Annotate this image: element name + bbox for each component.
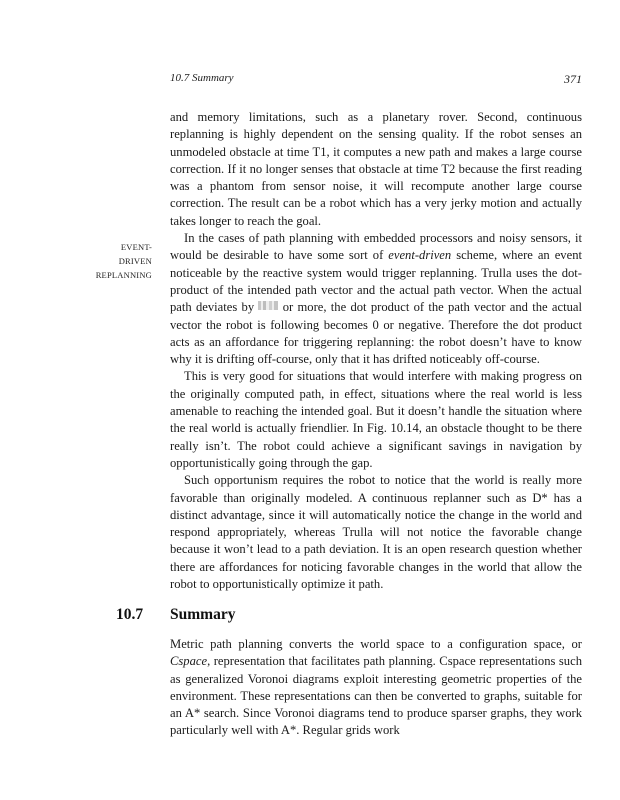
paragraph-1: and memory limitations, such as a planetary rover. Second, continuous replanning is highly dependent on the sensing quality. If the robot senses an unmodeled obstacle at time T1, it computes a new path and makes a large course correction. If it no longer senses that obstacle at time T2 because the first reading was a phantom from sensor noise, it will recompute another large course correction. The result can be a robot which has a very jerky motion and actually takes longer to reach the goal.	[170, 110, 582, 228]
body-text-block-2	[170, 636, 582, 740]
paragraph-2	[170, 230, 582, 368]
section-number: 10.7	[116, 606, 144, 623]
page-number: 371	[564, 72, 582, 86]
paragraph-4: Such opportunism requires the robot to notice that the world is really more favorable than originally modeled. A continuous replanner such as D* has a distinct advantage, since it will automatically notice the change in the world and respond appropriately, whereas Trulla will not notice the favorable change because it won’t lead to a path deviation. It is an open research question whether there are affordances for noticing favorable changes in the world that allow the robot to opportunistically optimize it path.	[170, 473, 582, 592]
margin-note-event-driven-replanning	[88, 240, 152, 282]
cspace-term: Cspace	[170, 654, 208, 669]
missing-glyph-image	[258, 301, 278, 310]
paragraph-3: This is very good for situations that would interfere with making progress on the originally computed path, in effect, situations where the real world is less amenable to reaching the intended goal. But it doesn’t handle the situation where the real world is actually friendlier. In Fig. 10.14, an obstacle thought to be there really isn’t. The robot could achieve a significant savings in navigation by opportunistically going through the gap.	[170, 369, 582, 470]
summary-paragraph-1	[170, 636, 582, 740]
section-title: Summary	[170, 606, 236, 623]
running-head	[170, 72, 582, 86]
margin-note-line-1: EVENT-DRIVEN	[118, 242, 152, 266]
summary-text-a: Metric path planning converts the world space to a configuration space, or	[170, 637, 582, 651]
margin-note-line-2: REPLANNING	[95, 270, 152, 280]
paragraph-2-text-a: In the cases of path planning with embedded processors and noisy sensors, it would be desirable to have some sort of	[170, 231, 582, 263]
running-head-section-title: 10.7 Summary	[170, 72, 234, 84]
body-text-block-1	[170, 109, 582, 593]
event-driven-term: event-driven	[388, 248, 452, 263]
paragraph-2-text-b: scheme, where an event noticeable by the reactive system would trigger replanning. Trulla uses the dot-product of the intended path vector and the actual path vector. When the actual path deviates by	[170, 248, 582, 315]
summary-text-b: , representation that facilitates path planning. Cspace representations such as generalized Voronoi diagrams exploit interesting geometric properties of the environment. These representations can then be converted to graphs, suitable for an A* search. Since Voronoi diagrams tend to produce sparser graphs, they work particularly well with A*. Regular grids work	[170, 654, 582, 738]
paragraph-2-text-c: or more, the dot product of the path vector and the actual vector the robot is following becomes 0 or negative. Therefore the dot product acts as an affordance for triggering replanning: the robot doesn’t have to know why it is drifting off-course, only that it has drifted noticeably off-course.	[170, 300, 582, 367]
